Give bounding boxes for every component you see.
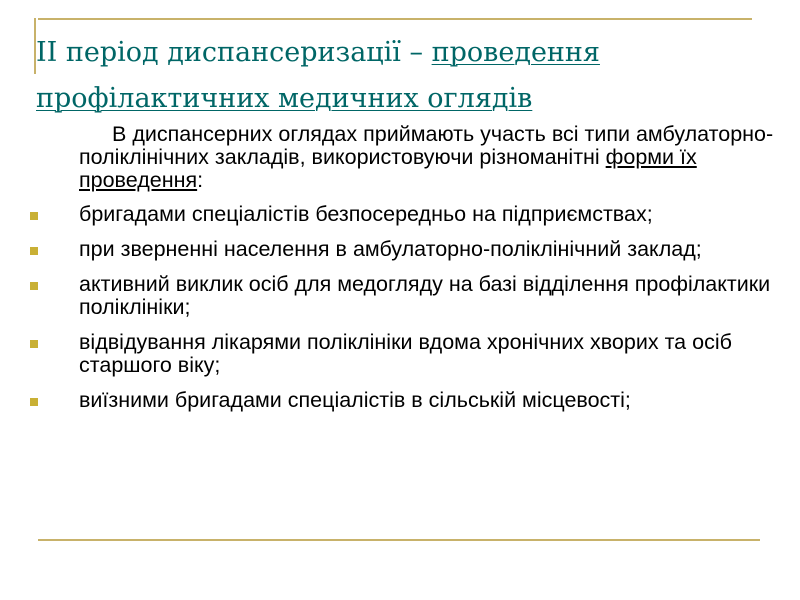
bottom-divider-line: [38, 539, 760, 541]
list-item-text: відвідування лікарями поліклініки вдома хронічних хворих та осіб старшого віку;: [79, 330, 732, 377]
intro-colon: :: [197, 168, 204, 192]
title-period: ІІ період диспансеризації –: [36, 37, 432, 68]
list-item: [30, 389, 775, 412]
list-item-text: активний виклик осіб для медогляду на базі відділення профілактики поліклініки;: [79, 272, 771, 319]
square-bullet-icon: [30, 340, 38, 348]
list-item-text: виїзними бригадами спеціалістів в сільській місцевості;: [79, 388, 631, 412]
list-item: [30, 203, 775, 226]
square-bullet-icon: [30, 282, 38, 290]
intro-paragraph: [30, 123, 775, 192]
intro-text: В диспансерних оглядах приймають участь всі типи амбулаторно-поліклінічних закладів, використовуючи різноманітні: [79, 122, 774, 169]
square-bullet-icon: [30, 247, 38, 255]
list-item: [30, 238, 775, 261]
intro-underlined-phrase: форми їх проведення: [79, 145, 697, 192]
slide-body: [30, 123, 775, 424]
list-item-text: бригадами спеціалістів безпосередньо на підприємствах;: [79, 202, 653, 226]
bullet-list: [30, 203, 775, 412]
title-underlined-phrase: проведення профілактичних медичних оглядів: [36, 37, 600, 114]
top-divider-line: [38, 18, 752, 20]
slide-title: [36, 30, 776, 122]
list-item: [30, 273, 775, 319]
list-item: [30, 331, 775, 377]
square-bullet-icon: [30, 212, 38, 220]
list-item-text: при зверненні населення в амбулаторно-поліклінічний заклад;: [79, 237, 702, 261]
square-bullet-icon: [30, 398, 38, 406]
